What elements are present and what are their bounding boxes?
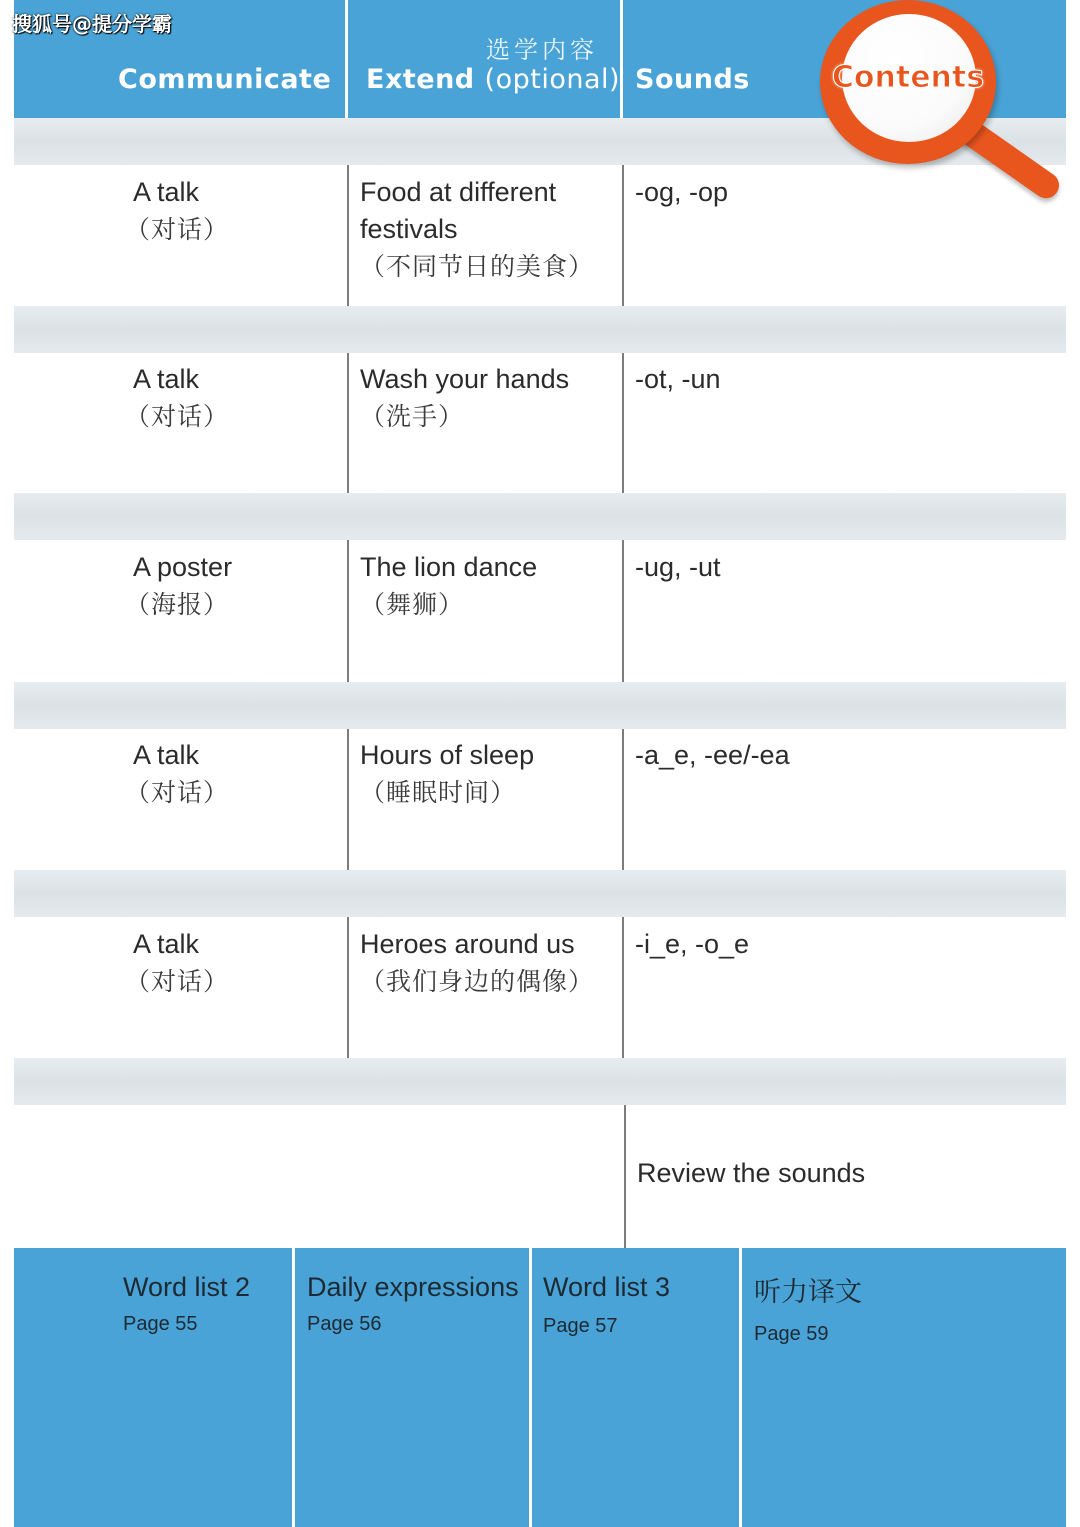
footer-item-word-list-3[interactable] — [543, 1272, 670, 1338]
table-row-1-sounds: -og, -op — [635, 177, 729, 207]
communicate-text: A talk — [133, 929, 200, 959]
footer-item-page: Page 56 — [307, 1313, 382, 1335]
column-line — [622, 729, 624, 870]
table-row-3-communicate — [125, 549, 233, 623]
footer-item-title: Word list 2 — [123, 1272, 251, 1302]
footer-item-title: 听力译文 — [754, 1277, 862, 1308]
column-line — [347, 729, 349, 870]
table-row-4-extend — [360, 737, 534, 811]
extend-text: festivals — [360, 214, 458, 244]
row-separator-band — [14, 682, 1066, 729]
extend-text-zh: （舞狮） — [360, 590, 465, 619]
extend-text: Wash your hands — [360, 364, 570, 394]
watermark: 搜狐号@提分学霸 — [12, 12, 172, 36]
communicate-text: A talk — [133, 177, 200, 207]
header-communicate: Communicate — [118, 64, 332, 95]
contents-title: Contents — [831, 60, 985, 95]
row-separator-band — [14, 306, 1066, 353]
column-line — [624, 1105, 626, 1248]
row-separator-band — [14, 870, 1066, 917]
header-sounds: Sounds — [635, 64, 750, 95]
communicate-text-zh: （对话） — [125, 967, 230, 996]
column-line — [622, 540, 624, 682]
column-line — [622, 165, 624, 306]
communicate-text-zh: （对话） — [125, 402, 230, 431]
extend-text-zh: （不同节日的美食） — [360, 252, 595, 281]
footer-item-page: Page 55 — [123, 1313, 198, 1335]
row-separator-band — [14, 1058, 1066, 1105]
communicate-text: A talk — [133, 364, 200, 394]
header-divider — [620, 0, 623, 118]
extend-text: Food at different — [360, 177, 557, 207]
footer-item-title: Daily expressions — [307, 1272, 519, 1302]
table-row-2-communicate — [125, 361, 230, 435]
extend-text: Heroes around us — [360, 929, 575, 959]
extend-text: Hours of sleep — [360, 740, 535, 770]
table-row-4-sounds: -a_e, -ee/-ea — [635, 740, 790, 770]
table-row-4-communicate — [125, 737, 230, 811]
communicate-text-zh: （海报） — [125, 590, 230, 619]
header-extend-label: Extend — [366, 64, 475, 95]
footer-divider — [529, 1248, 532, 1527]
table-row-5-communicate — [125, 926, 230, 1000]
row-separator-band — [14, 493, 1066, 540]
column-line — [347, 165, 349, 306]
footer-item-page: Page 57 — [543, 1315, 618, 1337]
extend-text-zh: （睡眠时间） — [360, 778, 517, 807]
header-divider — [345, 0, 348, 118]
table-row-5-extend — [360, 926, 594, 1000]
review-sounds-text: Review the sounds — [637, 1158, 866, 1188]
header-extend-optional: (optional) — [484, 64, 621, 95]
footer-item-listening-script[interactable] — [754, 1270, 862, 1346]
extend-text: The lion dance — [360, 552, 538, 582]
column-line — [622, 917, 624, 1058]
footer-item-word-list-2[interactable] — [123, 1272, 250, 1336]
table-row-5-sounds: -i_e, -o_e — [635, 929, 750, 959]
table-row-2-sounds: -ot, -un — [635, 364, 721, 394]
footer-item-page: Page 59 — [754, 1323, 829, 1345]
communicate-text-zh: （对话） — [125, 215, 230, 244]
column-line — [347, 540, 349, 682]
communicate-text: A talk — [133, 740, 200, 770]
extend-text-zh: （洗手） — [360, 402, 465, 431]
extend-text-zh: （我们身边的偶像） — [360, 967, 595, 996]
communicate-text: A poster — [133, 552, 233, 582]
table-row-3-extend — [360, 549, 537, 623]
table-row-3-sounds: -ug, -ut — [635, 552, 721, 582]
footer-item-title: Word list 3 — [543, 1272, 671, 1302]
column-line — [622, 353, 624, 493]
footer-divider — [292, 1248, 295, 1527]
footer-item-daily-expressions[interactable] — [307, 1272, 519, 1336]
table-row-1-extend — [360, 174, 594, 285]
table-row-2-extend — [360, 361, 569, 435]
communicate-text-zh: （对话） — [125, 778, 230, 807]
header-extend-note: 选学内容 — [486, 36, 598, 64]
column-line — [347, 353, 349, 493]
header-extend — [366, 64, 620, 95]
table-row-1-communicate — [125, 174, 230, 248]
footer-divider — [739, 1248, 742, 1527]
column-line — [347, 917, 349, 1058]
